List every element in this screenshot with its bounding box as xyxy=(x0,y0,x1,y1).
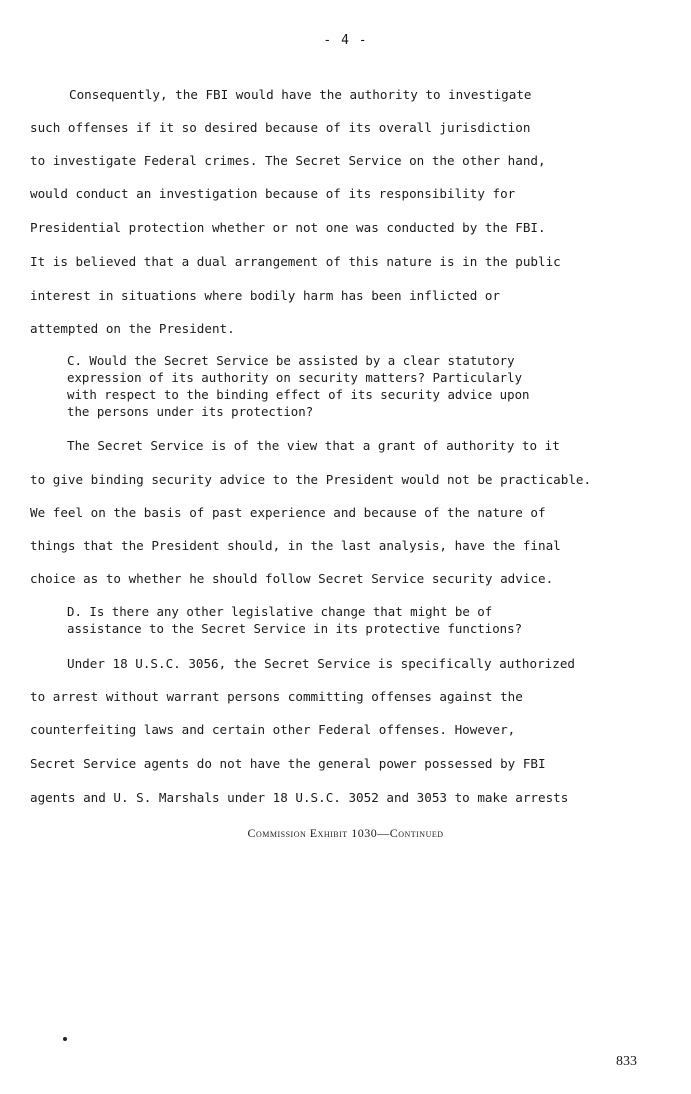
folio-number: 833 xyxy=(616,1054,637,1069)
question-d-line-2: assistance to the Secret Service in its protective functions? xyxy=(67,621,523,636)
question-c-line-2: expression of its authority on security matters? Particularly xyxy=(67,370,523,385)
paragraph-2-line-2: to give binding security advice to the President would not be practicable. xyxy=(30,472,592,487)
paragraph-3-line-1: Under 18 U.S.C. 3056, the Secret Service is specifically authorized xyxy=(67,656,575,671)
paragraph-1-line-2: such offenses if it so desired because of its overall jurisdiction xyxy=(30,120,531,135)
paragraph-3-line-5: agents and U. S. Marshals under 18 U.S.C. 3052 and 3053 to make arrests xyxy=(30,790,569,805)
page-number: - 4 - xyxy=(323,33,368,48)
paragraph-3-line-4: Secret Service agents do not have the general power possessed by FBI xyxy=(30,756,546,771)
paragraph-2-line-1: The Secret Service is of the view that a grant of authority to it xyxy=(67,438,560,453)
paragraph-1-line-3: to investigate Federal crimes. The Secret Service on the other hand, xyxy=(30,153,546,168)
question-d-line-1: D. Is there any other legislative change that might be of xyxy=(67,604,493,619)
paragraph-2-line-4: things that the President should, in the last analysis, have the final xyxy=(30,538,561,553)
paragraph-2-line-5: choice as to whether he should follow Secret Service security advice. xyxy=(30,571,554,586)
paragraph-1-line-1: Consequently, the FBI would have the authority to investigate xyxy=(69,87,532,102)
paragraph-1-line-6: It is believed that a dual arrangement of this nature is in the public xyxy=(30,254,561,269)
paragraph-3-line-3: counterfeiting laws and certain other Federal offenses. However, xyxy=(30,722,516,737)
paragraph-3-line-2: to arrest without warrant persons committing offenses against the xyxy=(30,689,523,704)
paragraph-1-line-4: would conduct an investigation because of its responsibility for xyxy=(30,186,516,201)
paragraph-1-line-5: Presidential protection whether or not one was conducted by the FBI. xyxy=(30,220,546,235)
question-c-line-3: with respect to the binding effect of its security advice upon xyxy=(67,387,530,402)
paragraph-1-line-7: interest in situations where bodily harm has been inflicted or xyxy=(30,288,501,303)
question-c-line-4: the persons under its protection? xyxy=(67,404,314,419)
question-c-line-1: C. Would the Secret Service be assisted by a clear statutory xyxy=(67,353,515,368)
exhibit-caption: Commission Exhibit 1030—Continued xyxy=(247,826,444,840)
paragraph-1-line-8: attempted on the President. xyxy=(30,321,235,336)
paragraph-2-line-3: We feel on the basis of past experience and because of the nature of xyxy=(30,505,546,520)
stray-mark xyxy=(63,1037,67,1041)
